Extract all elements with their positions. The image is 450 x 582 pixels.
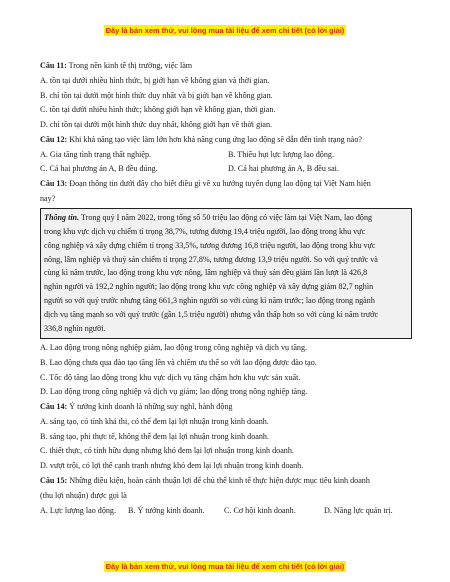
question-14-option-a: A. sáng tạo, có tính khả thi, có thể đem lại lợi nhuận trong kinh doanh. — [40, 416, 269, 426]
question-11-option-a: A. tồn tại dưới nhiều hình thức, bị giới hạn về không gian và thời gian. — [40, 75, 270, 85]
preview-banner-text: Đây là bản xem thử, vui lòng mua tài liệu để xem chi tiết (có lời giải) — [105, 562, 345, 571]
question-13-option-d: D. Lao động trong công nghiệp và dịch vụ giảm; lao động trong nông nghiệp tăng. — [40, 387, 308, 397]
question-12-options-row-1 — [40, 149, 412, 161]
question-13-option-a: A. Lao động trong nông nghiệp giảm, lao động trong công nghiệp và dịch vụ tăng. — [40, 342, 308, 352]
question-13-stem — [40, 178, 412, 190]
info-line: công nghiệp và xây dựng chiếm tỉ trọng 33,5%, tương đương 16,8 triệu người, lao động trong khu vực — [44, 240, 376, 250]
question-15-option-c: C. Cơ hội kinh doanh. — [224, 505, 296, 515]
question-11-option-b: B. chỉ tồn tại dưới một hình thức duy nhất và bị giới hạn về không gian. — [40, 90, 273, 100]
question-12-options-row-2 — [40, 163, 412, 175]
info-line: nông, lâm nghiệp và thuỷ sản chiếm tỉ trọng 27,8%, tương đương 13,9 triệu người. So với quý trước và — [44, 254, 378, 264]
question-12-option-a: A. Gia tăng tình trạng thất nghiệp. — [40, 149, 152, 159]
info-line: nghìn người và 192,2 nghìn người; lao động trong khu vực công nghiệp và xây dựng giảm 82,7 nghìn — [44, 282, 374, 292]
question-13-option-c: C. Tốc độ tăng lao động trong khu vực dịch vụ tăng chậm hơn khu vực sản xuất. — [40, 372, 301, 382]
question-11-option-c: C. tồn tại dưới nhiều hình thức; không giới hạn về không gian, thời gian. — [40, 105, 276, 115]
info-line: người so với quý trước nhưng tăng 661,3 nghìn người so với cùng kì năm trước; lao động trong ngành — [44, 296, 375, 306]
info-line: trong khu vực dịch vụ chiếm tỉ trọng 38,7%, tương đương 19,4 triệu người, lao động trong khu vực — [44, 226, 366, 236]
preview-banner-bottom — [0, 562, 450, 571]
question-12-stem — [40, 134, 412, 146]
question-number: Câu 14: — [40, 402, 68, 412]
question-11-stem — [40, 60, 412, 72]
question-15-stem — [40, 475, 412, 487]
question-15-option-d: D. Năng lực quản trị. — [324, 505, 393, 515]
question-text: Trong nền kinh tế thị trường, việc làm — [66, 61, 193, 70]
preview-banner-top — [0, 26, 450, 35]
question-number: Câu 12: — [40, 134, 68, 144]
question-12-option-b: B. Thiếu hụt lực lượng lao động. — [228, 149, 334, 159]
question-text: Ý tưởng kinh doanh là những suy nghĩ, hành động — [67, 402, 233, 412]
question-15-stem-cont: (thu lợi nhuận) được gọi là — [40, 490, 127, 500]
info-box — [40, 208, 412, 339]
question-12-option-d: D. Cả hai phương án A, B đều sai. — [228, 164, 339, 174]
question-13-stem-cont: nay? — [40, 194, 56, 204]
question-number: Câu 15: — [40, 476, 68, 485]
question-14-option-c: C. thiết thực, có tính hữu dụng nhưng khó đem lại lợi nhuận trong kinh doanh. — [40, 446, 294, 456]
info-line: cùng kì năm trước, lao động trong khu vực nông, lâm nghiệp và thuỷ sản đều giảm lần lượt là 426,8 — [44, 268, 368, 278]
info-line: Thông tin. Trong quý I năm 2022, trong tổng số 50 triệu lao động có việc làm tại Việt Nam, lao động — [44, 212, 373, 222]
info-line: 336,8 nghìn người. — [44, 324, 106, 334]
question-12-option-c: C. Cả hai phương án A, B đều đúng. — [40, 164, 158, 174]
question-text: Những điều kiện, hoàn cảnh thuận lợi để chủ thể kinh tế thực hiện được mục tiêu kinh doanh — [67, 476, 370, 485]
question-14-option-b: B. sáng tạo, phi thực tế, không thể đem lại lợi nhuận trong kinh doanh. — [40, 431, 269, 441]
question-text: Khi khả năng tạo việc làm lớn hơn khả năng cung ứng lao động sẽ dẫn đến tình trạng nào? — [67, 134, 363, 144]
question-number: Câu 11: — [40, 61, 67, 70]
question-text: Đoạn thông tin dưới đây cho biết điều gì về xu hướng tuyển dụng lao động tại Việt Nam hiện — [67, 179, 371, 189]
question-15-option-a: A. Lực lượng lao động. — [40, 505, 116, 515]
question-13-option-b: B. Lao động chưa qua đào tạo tăng lên và chiếm ưu thế so với lao động được đào tạo. — [40, 357, 317, 367]
question-15-option-b: B. Ý tưởng kinh doanh. — [128, 505, 205, 515]
question-14-stem — [40, 401, 412, 413]
question-11-option-d: D. chỉ tồn tại dưới một hình thức duy nhất, không giới hạn về thời gian. — [40, 120, 273, 130]
info-label: Thông tin. — [44, 212, 80, 222]
question-14-option-d: D. vượt trội, có lợi thế cạnh tranh nhưng khó đem lại lợi nhuận trong kinh doanh. — [40, 461, 304, 471]
question-number: Câu 13: — [40, 179, 68, 189]
question-15-options-row — [40, 505, 412, 517]
preview-banner-text: Đây là bản xem thử, vui lòng mua tài liệu để xem chi tiết (có lời giải) — [105, 26, 345, 35]
document-body — [40, 60, 412, 519]
info-line: dịch vụ tăng mạnh so với quý trước (gần 1,5 triệu người) nhưng vẫn thấp hơn so với cùng kì năm trước — [44, 310, 379, 320]
